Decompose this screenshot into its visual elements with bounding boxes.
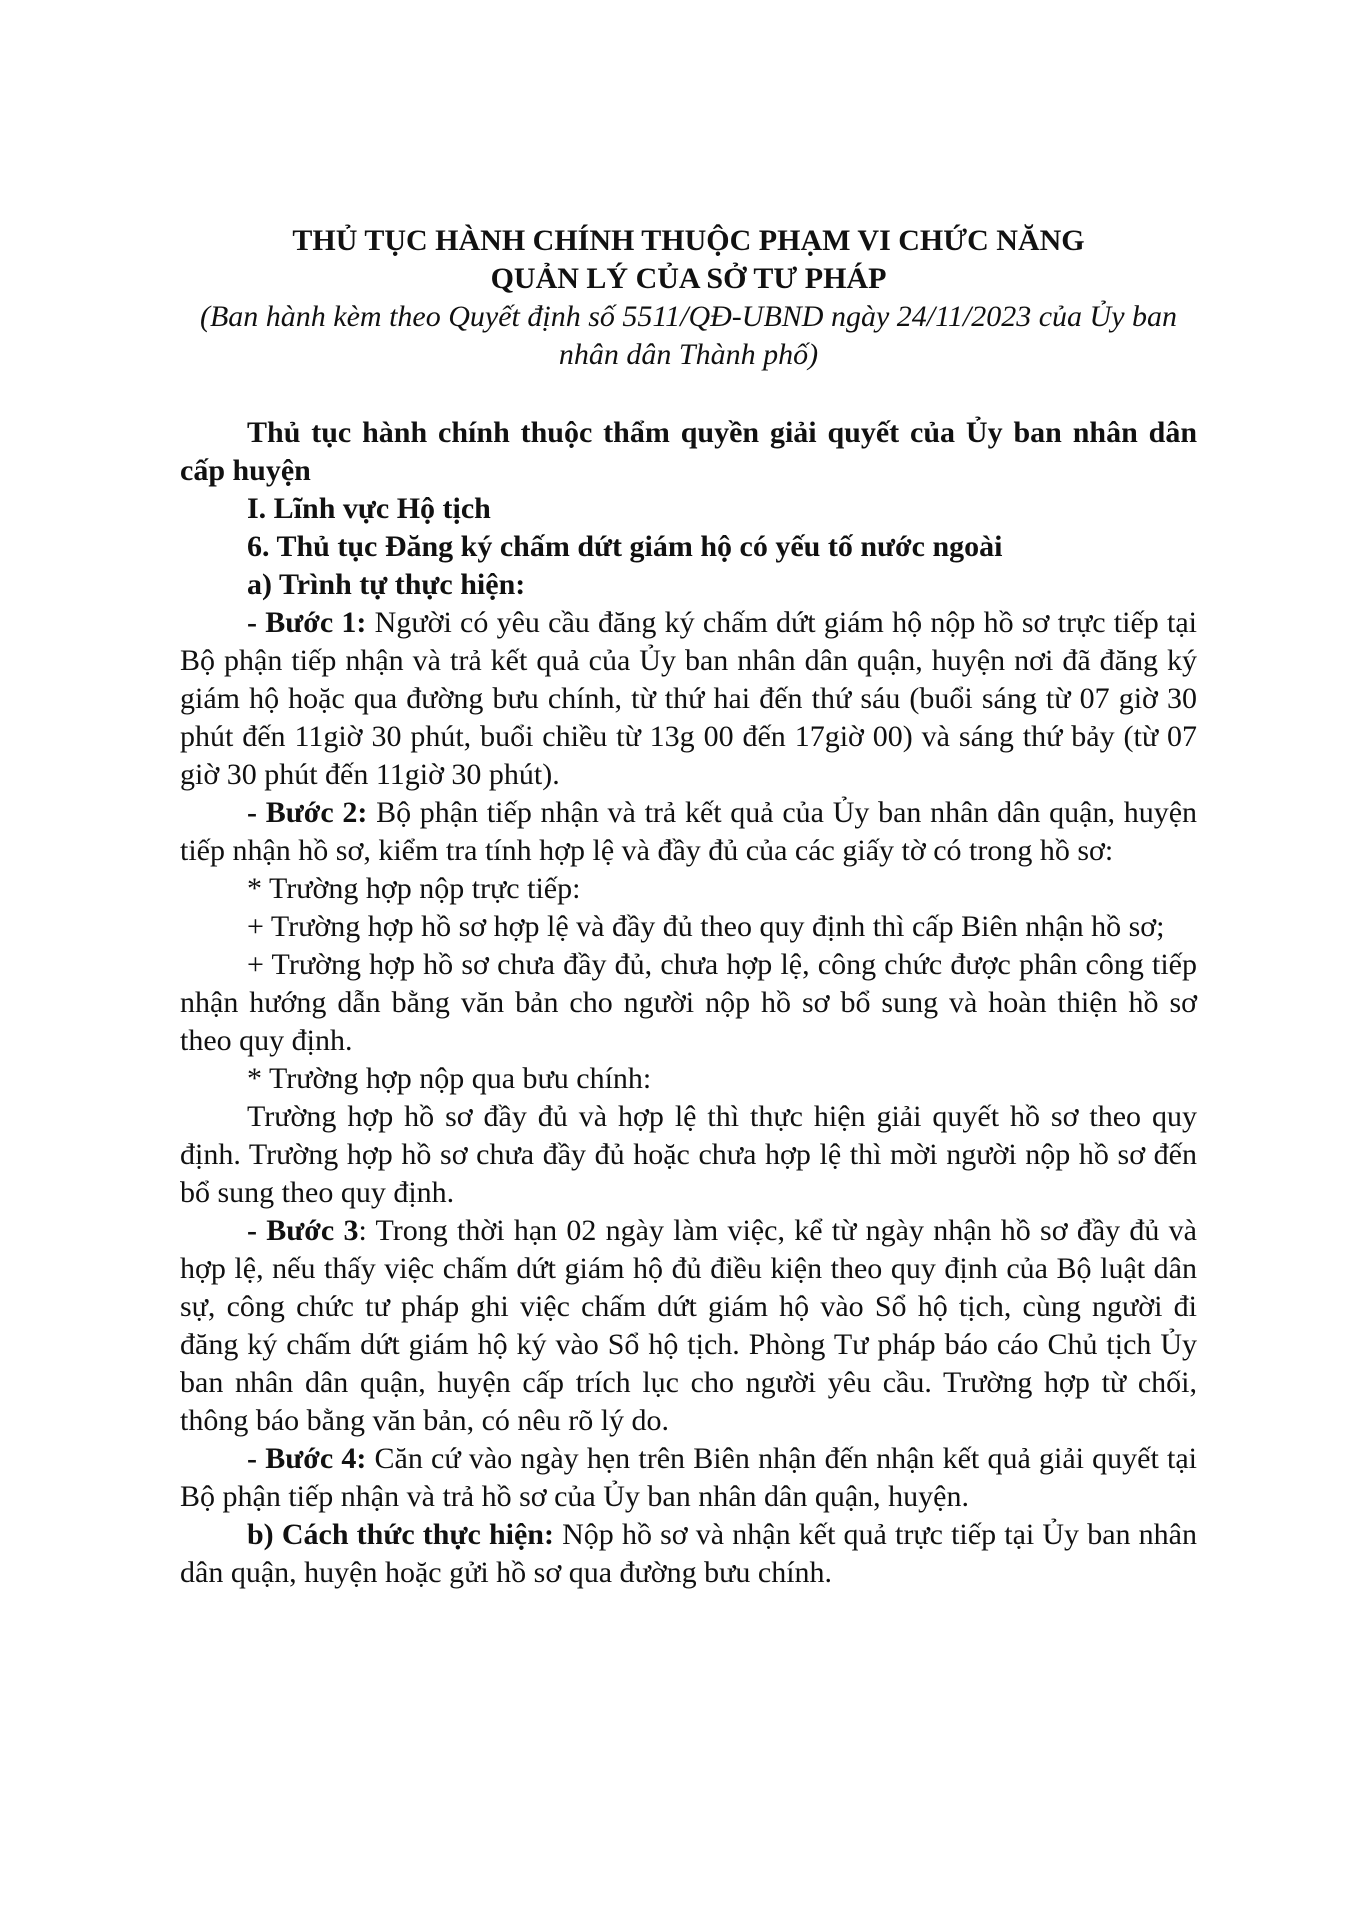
method-label: b) Cách thức thực hiện: (247, 1518, 554, 1551)
direct-invalid-paragraph: + Trường hợp hồ sơ chưa đầy đủ, chưa hợp lệ, công chức được phân công tiếp nhận hướng dẫn bằng văn bản cho người nộp hồ sơ bổ sung và hoàn thiện hồ sơ theo quy định. (180, 948, 1197, 1057)
document-body (180, 222, 1197, 1592)
step-1-paragraph (180, 604, 1197, 794)
step-2-text: Bộ phận tiếp nhận và trả kết quả của Ủy ban nhân dân quận, huyện tiếp nhận hồ sơ, kiểm tra tính hợp lệ và đầy đủ của các giấy tờ có trong hồ sơ: (180, 796, 1198, 867)
section-heading: Thủ tục hành chính thuộc thẩm quyền giải quyết của Ủy ban nhân dân cấp huyện (180, 416, 1197, 487)
postal-case-paragraph: * Trường hợp nộp qua bưu chính: (247, 1062, 652, 1095)
direct-case-paragraph: * Trường hợp nộp trực tiếp: (247, 872, 581, 905)
document-subtitle: (Ban hành kèm theo Quyết định số 5511/QĐ-UBND ngày 24/11/2023 của Ủy ban nhân dân Thành phố) (199, 300, 1178, 371)
document-title-line-1: THỦ TỤC HÀNH CHÍNH THUỘC PHẠM VI CHỨC NĂNG (292, 224, 1085, 257)
step-1-label: - Bước 1: (247, 606, 367, 639)
step-3-paragraph (180, 1212, 1197, 1440)
field-heading: I. Lĩnh vực Hộ tịch (247, 492, 491, 525)
postal-text-paragraph: Trường hợp hồ sơ đầy đủ và hợp lệ thì thực hiện giải quyết hồ sơ theo quy định. Trường hợp hồ sơ chưa đầy đủ hoặc chưa hợp lệ thì mời người nộp hồ sơ đến bổ sung theo quy định. (180, 1100, 1197, 1209)
step-4-label: - Bước 4: (247, 1442, 367, 1475)
step-4-paragraph (180, 1440, 1197, 1516)
method-text: Nộp hồ sơ và nhận kết quả trực tiếp tại Ủy ban nhân dân quận, huyện hoặc gửi hồ sơ qua đường bưu chính. (180, 1518, 1197, 1589)
step-2-paragraph (180, 794, 1197, 870)
method-paragraph (180, 1516, 1197, 1592)
step-1-text: Người có yêu cầu đăng ký chấm dứt giám hộ nộp hồ sơ trực tiếp tại Bộ phận tiếp nhận và trả kết quả của Ủy ban nhân dân quận, huyện nơi đã đăng ký giám hộ hoặc qua đường bưu chính, từ thứ hai đến thứ sáu (buổi sáng từ 07 giờ 30 phút đến 11giờ 30 phút, buổi chiều từ 13g 00 đến 17giờ 00) và sáng thứ bảy (từ 07 giờ 30 phút đến 11giờ 30 phút). (180, 606, 1197, 791)
direct-valid-paragraph: + Trường hợp hồ sơ hợp lệ và đầy đủ theo quy định thì cấp Biên nhận hồ sơ; (247, 910, 1165, 943)
spacer (180, 374, 1197, 414)
step-3-label: - Bước 3 (247, 1214, 359, 1247)
document-title-line-2: QUẢN LÝ CỦA SỞ TƯ PHÁP (490, 262, 887, 295)
step-2-label: - Bước 2: (247, 796, 368, 829)
procedure-heading: 6. Thủ tục Đăng ký chấm dứt giám hộ có yếu tố nước ngoài (247, 530, 1003, 563)
step-3-text: : Trong thời hạn 02 ngày làm việc, kể từ ngày nhận hồ sơ đầy đủ và hợp lệ, nếu thấy việc chấm dứt giám hộ đủ điều kiện theo quy định của Bộ luật dân sự, công chức tư pháp ghi việc chấm dứt giám hộ vào Sổ hộ tịch, cùng người đi đăng ký chấm dứt giám hộ ký vào Sổ hộ tịch. Phòng Tư pháp báo cáo Chủ tịch Ủy ban nhân dân quận, huyện cấp trích lục cho người yêu cầu. Trường hợp từ chối, thông báo bằng văn bản, có nêu rõ lý do. (180, 1214, 1197, 1437)
sequence-heading: a) Trình tự thực hiện: (247, 568, 526, 601)
step-4-text: Căn cứ vào ngày hẹn trên Biên nhận đến nhận kết quả giải quyết tại Bộ phận tiếp nhận và trả hồ sơ của Ủy ban nhân dân quận, huyện. (180, 1442, 1198, 1513)
